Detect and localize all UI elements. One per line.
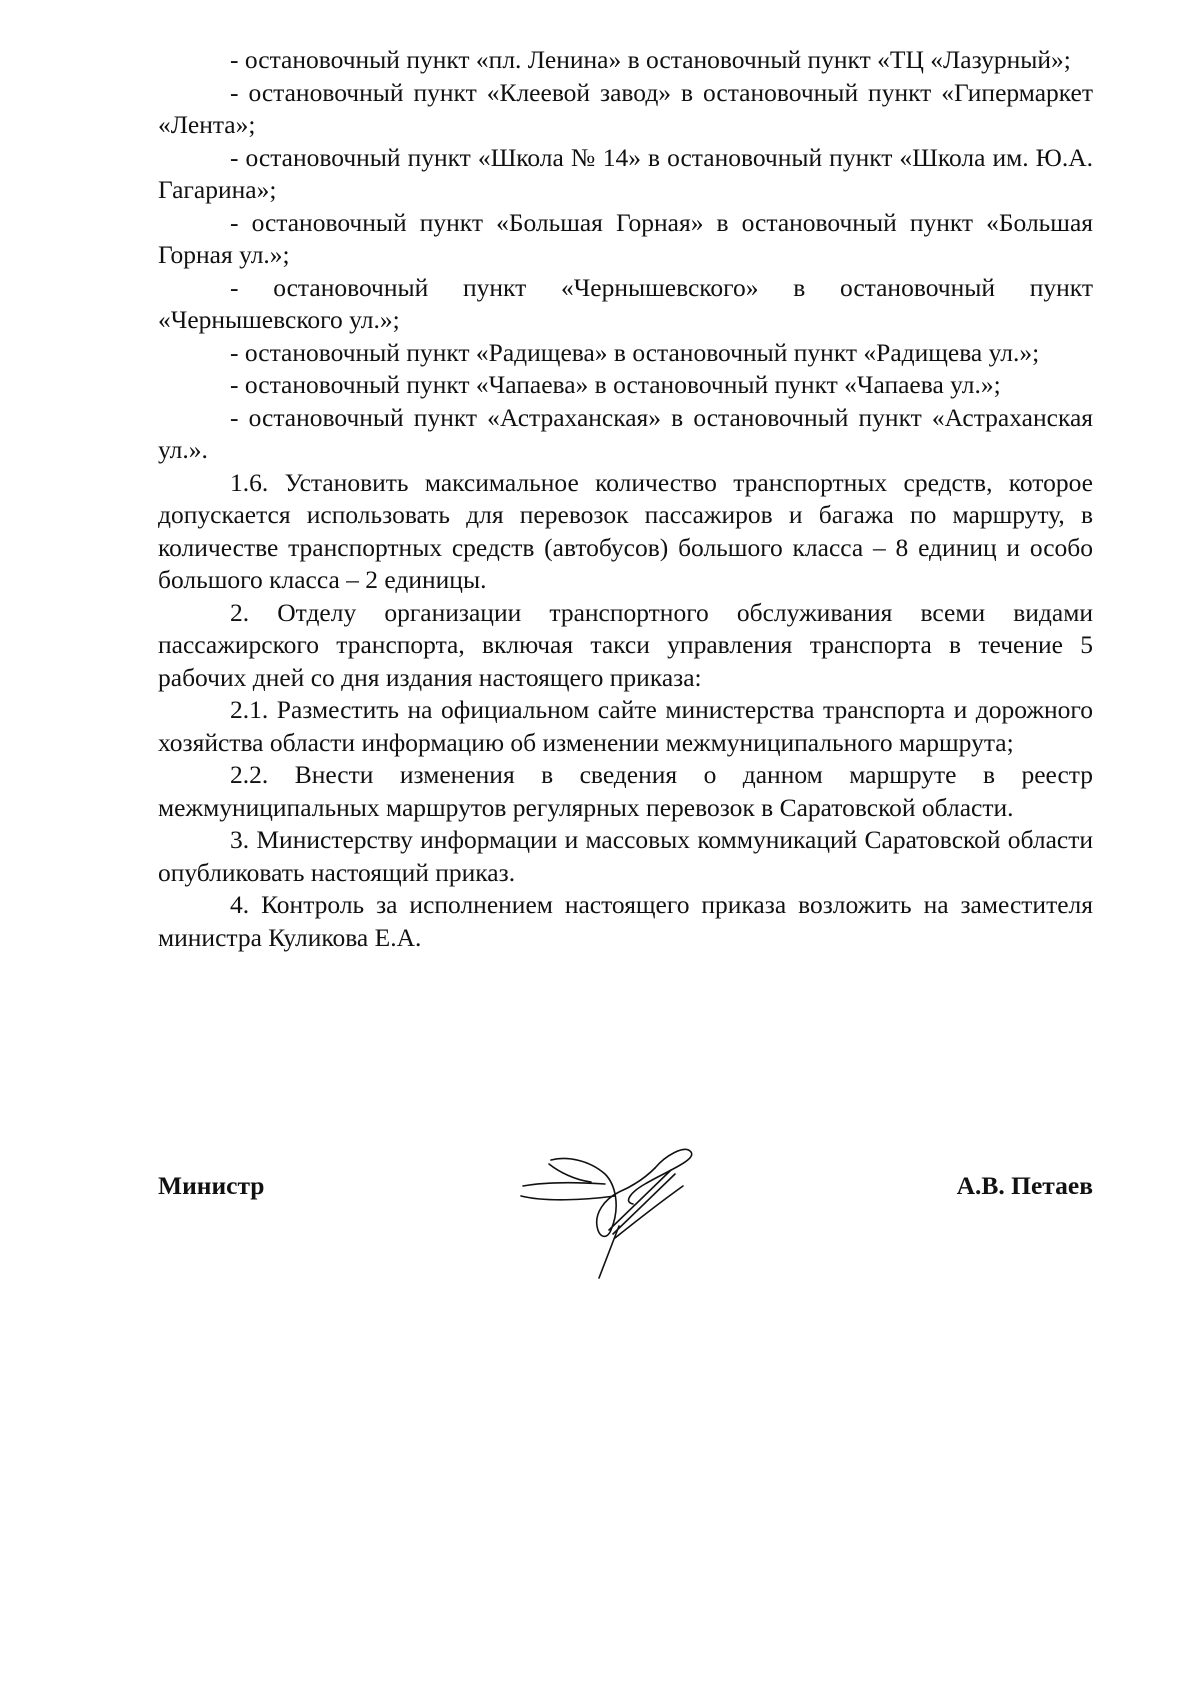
paragraph-3: 3. Министерству информации и массовых коммуникаций Саратовской области опубликовать настоящий приказ. bbox=[158, 825, 1093, 887]
signer-title: Министр bbox=[158, 1171, 265, 1200]
paragraph-stop-kleevoy-zavod: - остановочный пункт «Клеевой завод» в остановочный пункт «Гипермаркет «Лента»; bbox=[158, 77, 1093, 139]
paragraph-stop-astrakhanskaya: - остановочный пункт «Астраханская» в остановочный пункт «Астраханская ул.». bbox=[158, 402, 1093, 464]
paragraph-stop-radishcheva: - остановочный пункт «Радищева» в остановочный пункт «Радищева ул.»; bbox=[230, 337, 1040, 367]
handwritten-signature-icon bbox=[515, 1130, 715, 1280]
paragraph-2-1: 2.1. Разместить на официальном сайте министерства транспорта и дорожного хозяйства области информацию об изменении межмуниципального маршрута; bbox=[158, 695, 1093, 757]
paragraph-2-2: 2.2. Внести изменения в сведения о данном маршруте в реестр межмуниципальных маршрутов регулярных перевозок в Саратовской области. bbox=[158, 760, 1093, 822]
signer-name: А.В. Петаев bbox=[956, 1171, 1093, 1200]
paragraph-stop-chapaeva: - остановочный пункт «Чапаева» в остановочный пункт «Чапаева ул.»; bbox=[230, 370, 1001, 399]
paragraph-stop-shkola-14: - остановочный пункт «Школа № 14» в остановочный пункт «Школа им. Ю.А. Гагарина»; bbox=[158, 142, 1093, 204]
paragraph-4: 4. Контроль за исполнением настоящего приказа возложить на заместителя министра Куликова Е.А. bbox=[158, 890, 1093, 952]
paragraph-2: 2. Отделу организации транспортного обслуживания всеми видами пассажирского транспорта, включая такси управления транспорта в течение 5 рабочих дней со дня издания настоящего приказа: bbox=[158, 597, 1093, 692]
paragraph-stop-bolshaya-gornaya: - остановочный пункт «Большая Горная» в остановочный пункт «Большая Горная ул.»; bbox=[158, 207, 1093, 269]
document-body bbox=[158, 44, 1093, 954]
paragraph-stop-chernyshevskogo: - остановочный пункт «Чернышевского» в остановочный пункт «Чернышевского ул.»; bbox=[158, 272, 1093, 334]
paragraph-stop-lenina: - остановочный пункт «пл. Ленина» в остановочный пункт «ТЦ «Лазурный»; bbox=[230, 45, 1071, 74]
paragraph-1-6: 1.6. Установить максимальное количество транспортных средств, которое допускается использовать для перевозок пассажиров и багажа по маршруту, в количестве транспортных средств (автобусов) большого класса – 8 единиц и особо большого класса – 2 единицы. bbox=[158, 467, 1093, 594]
